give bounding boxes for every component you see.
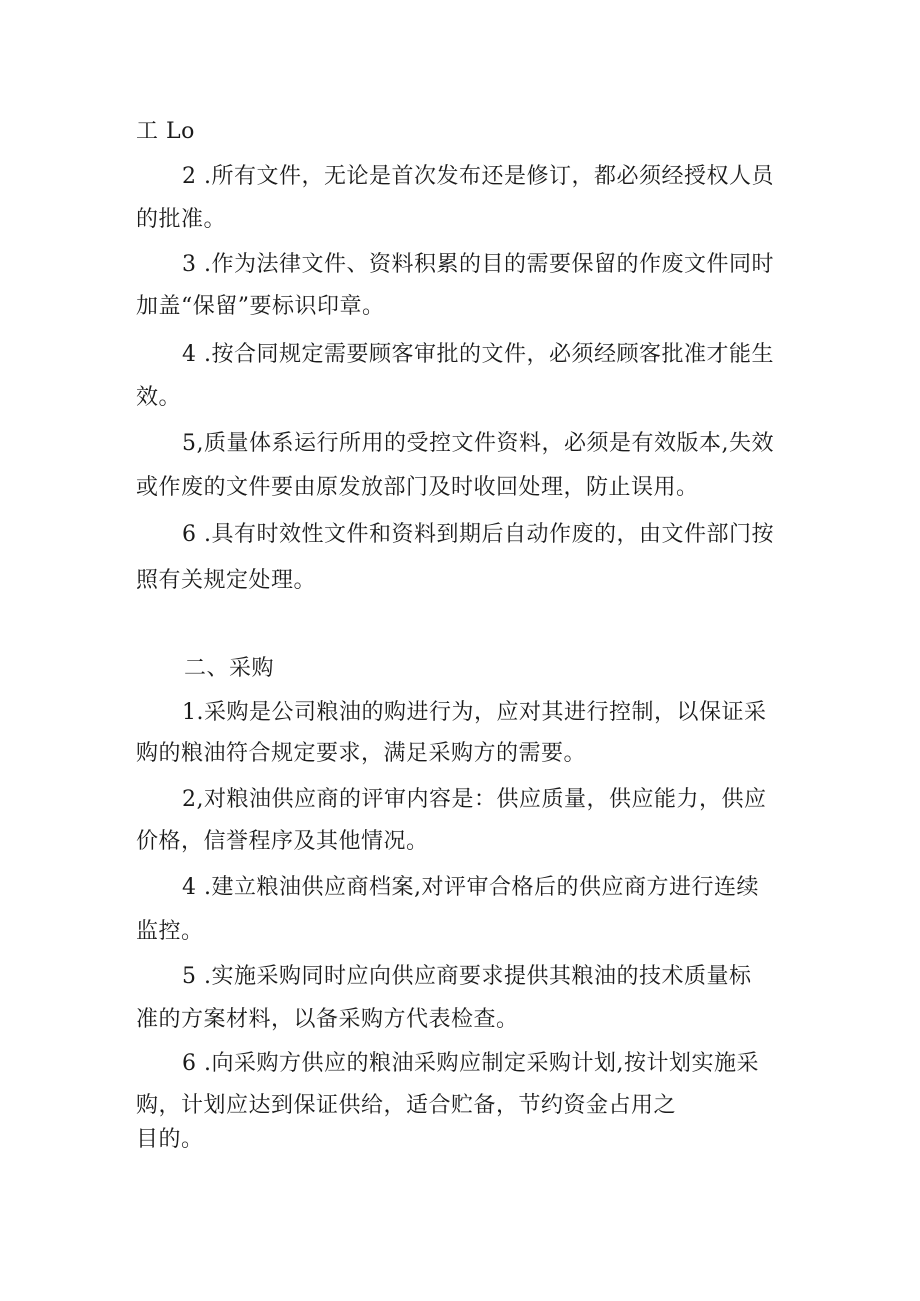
- list-item-line: 购的粮油符合规定要求，满足采购方的需要。: [136, 741, 587, 766]
- list-item-line: 2,对粮油供应商的评审内容是：供应质量，供应能力，供应: [182, 787, 767, 812]
- list-item-line: 价格，信誉程序及其他情况。: [136, 829, 429, 854]
- list-item-line: 效。: [136, 385, 182, 410]
- list-item-line: 目的。: [136, 1127, 204, 1152]
- list-item-line: 4 .建立粮油供应商档案,对评审合格后的供应商方进行连续: [182, 875, 759, 900]
- list-item-line: 照有关规定处理。: [136, 568, 317, 593]
- list-item-line: 6 .向采购方供应的粮油采购应制定采购计划,按计划实施采: [182, 1051, 759, 1076]
- list-item-line: 加盖“保留”要标识印章。: [136, 294, 385, 319]
- list-item-line: 5,质量体系运行所用的受控文件资料，必须是有效版本,失效: [182, 431, 774, 456]
- list-item-line: 或作废的文件要由原发放部门及时收回处理，防止误用。: [136, 475, 699, 500]
- list-item-line: 1.采购是公司粮油的购进行为，应对其进行控制，以保证采: [182, 700, 767, 725]
- list-item-line: 的批准。: [136, 207, 227, 232]
- list-item-line: 监控。: [136, 919, 204, 944]
- list-item-line: 购，计划应达到保证供给，适合贮备，节约资金占用之: [136, 1093, 677, 1118]
- continuation-fragment: 工 Lo: [136, 119, 195, 144]
- list-item-line: 6 .具有时效性文件和资料到期后自动作废的，由文件部门按: [182, 522, 774, 547]
- list-item-line: 4 .按合同规定需要顾客审批的文件，必须经顾客批准才能生: [182, 342, 774, 367]
- section-2-heading: 二、采购: [184, 656, 275, 681]
- list-item-line: 准的方案材料，以备采购方代表检查。: [136, 1007, 519, 1032]
- list-item-line: 2 .所有文件，无论是首次发布还是修订，都必须经授权人员: [182, 164, 774, 189]
- list-item-line: 5 .实施采购同时应向供应商要求提供其粮油的技术质量标: [182, 964, 752, 989]
- list-item-line: 3 .作为法律文件、资料积累的目的需要保留的作废文件同时: [182, 252, 774, 277]
